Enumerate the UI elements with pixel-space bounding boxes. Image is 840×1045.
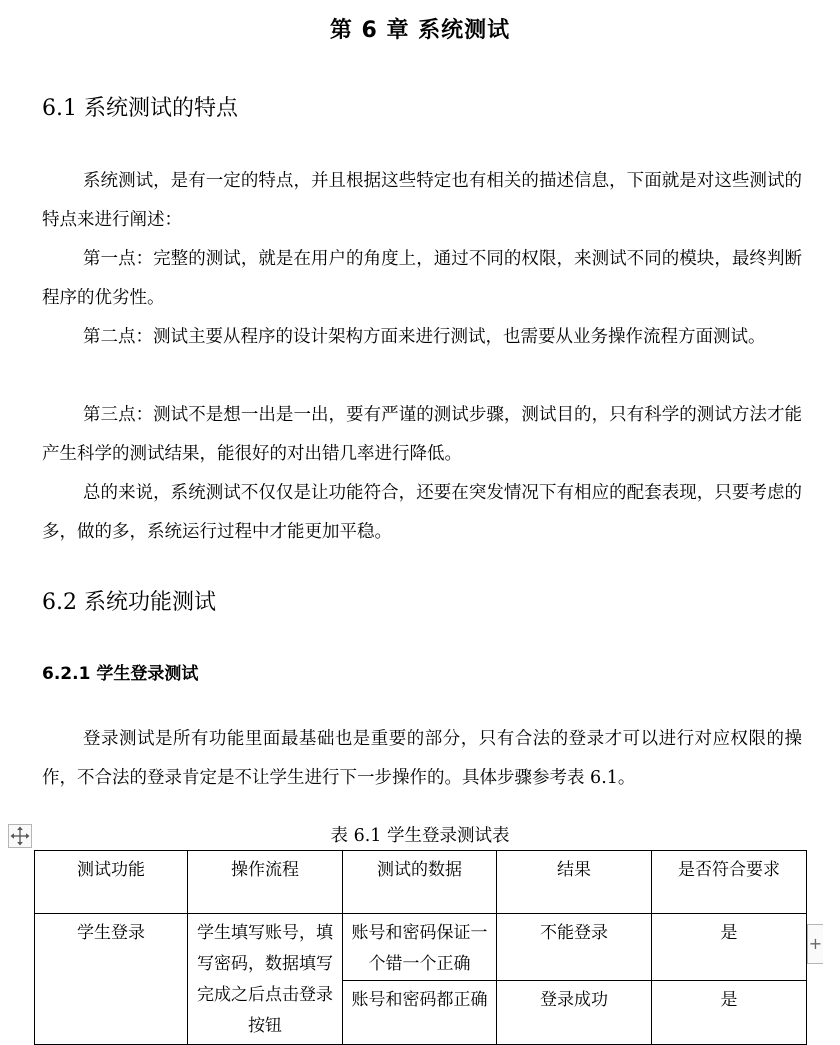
header-data: 测试的数据 xyxy=(343,851,497,914)
cell-flow: 学生填写账号，填写密码，数据填写完成之后点击登录按钮 xyxy=(188,914,343,1045)
cell-result: 登录成功 xyxy=(497,981,652,1045)
login-test-table xyxy=(34,850,807,1045)
table-caption: 表 6.1 学生登录测试表 xyxy=(330,826,510,846)
header-function: 测试功能 xyxy=(35,851,188,914)
section-6-2-heading: 6.2 系统功能测试 xyxy=(42,590,216,615)
plus-icon[interactable]: + xyxy=(807,924,823,964)
cell-function: 学生登录 xyxy=(35,914,188,1045)
cell-result: 不能登录 xyxy=(497,914,652,981)
cell-ok: 是 xyxy=(652,981,807,1045)
section-6-2-1-heading: 6.2.1 学生登录测试 xyxy=(42,664,199,684)
header-meets-requirement: 是否符合要求 xyxy=(652,851,807,914)
paragraph-summary: 总的来说，系统测试不仅仅是让功能符合，还要在突发情况下有相应的配套表现，只要考虑的多，做的多，系统运行过程中才能更加平稳。 xyxy=(42,483,802,542)
paragraph-point-1: 第一点：完整的测试，就是在用户的角度上，通过不同的权限，来测试不同的模块，最终判断程序的优劣性。 xyxy=(42,249,802,308)
header-result: 结果 xyxy=(497,851,652,914)
cell-data: 账号和密码都正确 xyxy=(343,981,497,1045)
table-row xyxy=(35,914,807,981)
paragraph-login-test: 登录测试是所有功能里面最基础也是重要的部分，只有合法的登录才可以进行对应权限的操作，不合法的登录肯定是不让学生进行下一步操作的。具体步骤参考表 6.1。 xyxy=(42,729,802,788)
cell-ok: 是 xyxy=(652,914,807,981)
header-flow: 操作流程 xyxy=(188,851,343,914)
table-header-row xyxy=(35,851,807,914)
paragraph-point-3: 第三点：测试不是想一出是一出，要有严谨的测试步骤，测试目的，只有科学的测试方法才能产生科学的测试结果，能很好的对出错几率进行降低。 xyxy=(42,405,802,464)
paragraph-point-2: 第二点：测试主要从程序的设计架构方面来进行测试，也需要从业务操作流程方面测试。 xyxy=(83,327,766,347)
chapter-title: 第 6 章 系统测试 xyxy=(329,18,511,43)
cell-data: 账号和密码保证一个错一个正确 xyxy=(343,914,497,981)
section-6-1-heading: 6.1 系统测试的特点 xyxy=(42,96,238,121)
paragraph-intro: 系统测试，是有一定的特点，并且根据这些特定也有相关的描述信息，下面就是对这些测试的特点来进行阐述： xyxy=(42,171,802,230)
